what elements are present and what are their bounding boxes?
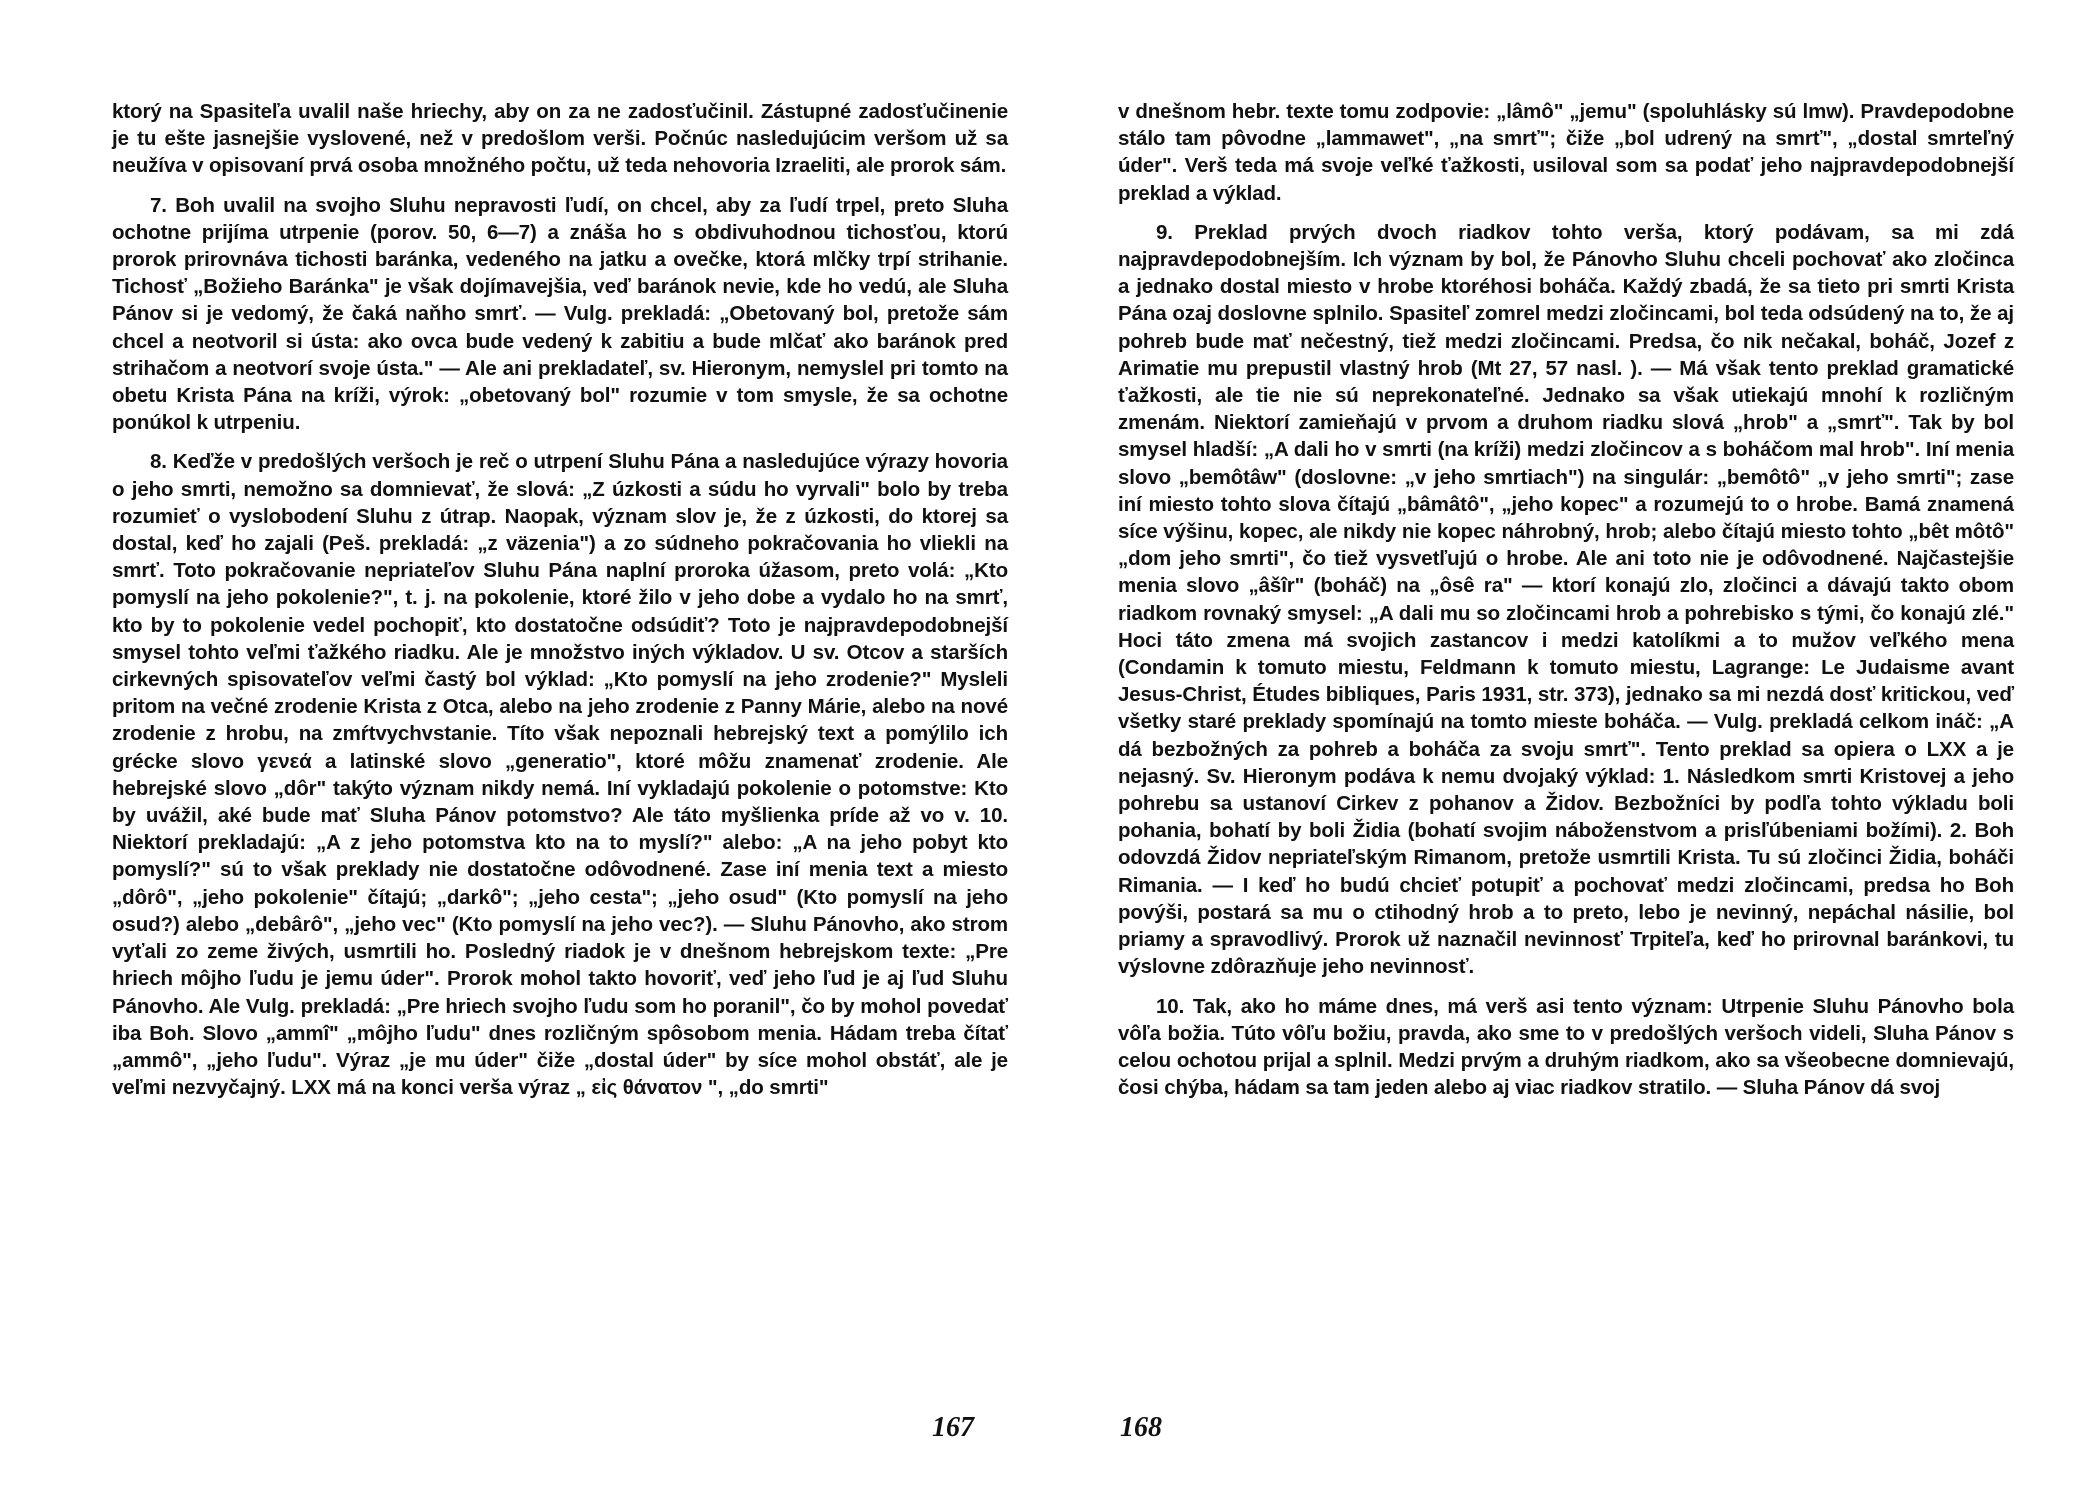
paragraph-verse-10: 10. Tak, ako ho máme dnes, má verš asi tento význam: Utrpenie Sluhu Pánovho bola vôľa božia. Túto vôľu božiu, pravda, ako sme to v predošlých veršoch videli, Sluha Pánov s celou ochotou prijal a splnil. Medzi prvým a druhým riadkom, ako sa všeobecne domnievajú, čosi chýba, hádam sa tam jeden alebo aj viac riadkov stratilo. — Sluha Pánov dá svoj	[1118, 994, 2014, 1100]
paragraph: ktorý na Spasiteľa uvalil naše hriechy, aby on za ne zadosťučinil. Zástupné zadosťučinenie je tu ešte jasnejšie vyslovené, než v predošlom verši. Počnúc nasledujúcim veršom už sa neužíva v opisovaní prvá osoba množného počtu, už teda nehovoria Izraeliti, ale prorok sám.	[112, 100, 1008, 178]
paragraph-verse-8: 8. Keďže v predošlých veršoch je reč o utrpení Sluhu Pána a nasledujúce výrazy hovoria o jeho smrti, nemožno sa domnievať, že slová: „Z úzkosti a súdu ho vyrvali" bolo by treba rozumieť o vyslobodení Sluhu z útrap. Naopak, význam slov je, že z úzkosti, do ktorej sa dostal, keď ho zajali (Peš. prekladá: „z väzenia") a zo súdneho pokračovania ho vliekli na smrť. Toto pokračovanie nepriateľov Sluhu Pána naplní proroka úžasom, preto volá: „Kto pomyslí na jeho pokolenie?", t. j. na pokolenie, ktoré žilo v jeho dobe a vydalo ho na smrť, kto by to pokolenie vedel pochopiť, kto dostatočne odsúdiť? Toto je najpravdepodobnejší smysel tohto veľmi ťažkého riadku. Ale je množstvo iných výkladov. U sv. Otcov a starších cirkevných spisovateľov veľmi častý bol výklad: „Kto pomyslí na jeho zrodenie?" Mysleli pritom na večné zrodenie Krista z Otca, alebo na jeho zrodenie z Panny Márie, alebo na nové zrodenie z hrobu, na zmŕtvychvstanie. Títo však nepoznali hebrejský text a pomýlilo ich grécke slovo γενεά a latinské slovo „generatio", ktoré môžu znamenať zrodenie. Ale hebrejské slovo „dôr" takýto význam nikdy nemá. Iní vykladajú pokolenie o potomstve: Kto by uvážil, aké bude mať Sluha Pánov potomstvo? Ale táto myšlienka príde až vo v. 10. Niektorí prekladajú: „A z jeho potomstva kto na to myslí?" alebo: „A na jeho pobyt kto pomyslí?" sú to však preklady nie dostatočne odôvodnené. Zase iní menia text a miesto „dôrô", „jeho pokolenie" čítajú; „darkô"; „jeho cesta"; „jeho osud" (Kto pomyslí na jeho osud?) alebo „debârô", „jeho vec" (Kto pomyslí na jeho vec?). — Sluhu Pánovho, ako strom vyťali zo zeme živých, usmrtili ho. Posledný riadok je v dnešnom hebrejskom texte: „Pre hriech môjho ľudu je jemu úder". Prorok mohol takto hovoriť, veď jeho ľud je aj ľud Sluhu Pánovho. Ale Vulg. prekladá: „Pre hriech svojho ľudu som ho poranil", čo by mohol povedať iba Boh. Slovo „ammî" „môjho ľudu" dnes rozličným spôsobom menia. Hádam treba čítať „ammô", „jeho ľudu". Výraz „je mu úder" čiže „dostal úder" by síce mohol obstáť, ale je veľmi nezvyčajný. LXX má na konci verša výraz „ εἰς θάνατον ", „do smrti"	[112, 450, 1008, 1100]
page-number-right: 168	[1120, 1412, 1162, 1443]
paragraph-verse-9: 9. Preklad prvých dvoch riadkov tohto verša, ktorý podávam, sa mi zdá najpravdepodobnejším. Ich význam by bol, že Pánovho Sluhu chceli pochovať ako zločinca a jednako dostal miesto v hrobe ktoréhosi boháča. Každý zbadá, že sa tieto pri smrti Krista Pána ozaj doslovne splnilo. Spasiteľ zomrel medzi zločincami, bol teda odsúdený na to, že aj pohreb bude mať nečestný, tiež medzi zločincami. Predsa, čo nik nečakal, boháč, Jozef z Arimatie mu prepustil vlastný hrob (Mt 27, 57 nasl. ). — Má však tento preklad gramatické ťažkosti, ale tie nie sú neprekonateľné. Jednako sa však utiekajú mnohí k rozličným zmenám. Niektorí zamieňajú v prvom a druhom riadku slová „hrob" a „smrť". Tak by bol smysel hladší: „A dali ho v smrti (na kríži) medzi zločincov a s boháčom mal hrob". Iní menia slovo „bemôtâw" (doslovne: „v jeho smrtiach") na singulár: „bemôtô" „v jeho smrti"; zase iní miesto tohto slova čítajú „bâmâtô", „jeho kopec" a rozumejú to o hrobe. Bamá znamená síce výšinu, kopec, ale nikdy nie kopec náhrobný, hrob; alebo čítajú miesto tohto „bêt môtô" „dom jeho smrti", čo tiež vysvetľujú o hrobe. Ale ani toto nie je odôvodnené. Najčastejšie menia slovo „âšîr" (boháč) na „ôsê ra" — ktorí konajú zlo, zločinci a dávajú takto obom riadkom rovnaký smysel: „A dali mu so zločincami hrob a pohrebisko s tými, čo konajú zlé." Hoci táto zmena má svojich zastancov i medzi katolíkmi a to mužov veľkého mena (Condamin k tomuto miestu, Feldmann k tomuto miestu, Lagrange: Le Judaisme avant Jesus-Christ, Études bibliques, Paris 1931, str. 373), jednako sa mi nezdá dosť kritickou, veď všetky staré preklady spomínajú na tomto mieste boháča. — Vulg. prekladá celkom ináč: „A dá bezbožných za pohreb a boháča za svoju smrť". Tento preklad sa opiera o LXX a je nejasný. Sv. Hieronym podáva k nemu dvojaký výklad: 1. Následkom smrti Kristovej a jeho pohrebu sa ustanoví Cirkev z pohanov a Židov. Bezbožníci by podľa tohto výkladu boli pohania, bohatí by boli Židia (bohatí svojim náboženstvom a prisľúbeniami božími). 2. Boh odovzdá Židov nepriateľským Rimanom, pretože usmrtili Krista. Tu sú zločinci Židia, boháči Rimania. — I keď ho budú chcieť potupiť a pochovať medzi zločincami, predsa ho Boh povýši, postará sa mu o ctihodný hrob a to preto, lebo je nevinný, nepáchal násilie, bol priamy a spravodlivý. Prorok už naznačil nevinnosť Trpiteľa, keď ho prirovnal baránkovi, tu výslovne zdôrazňuje jeho nevinnosť.	[1118, 220, 2014, 979]
page-number-left: 167	[932, 1412, 974, 1443]
left-page-text	[112, 98, 1008, 1101]
paragraph-verse-7: 7. Boh uvalil na svojho Sluhu nepravosti ľudí, on chcel, aby za ľudí trpel, preto Sluha ochotne prijíma utrpenie (porov. 50, 6—7) a znáša ho s obdivuhodnou tichosťou, ktorú prorok prirovnáva tichosti baránka, vedeného na jatku a ovečke, ktorá mlčky trpí strihanie. Tichosť „Božieho Baránka" je však dojímavejšia, veď baránok nevie, kde ho vedú, ale Sluha Pánov si je vedomý, že čaká naňho smrť. — Vulg. prekladá: „Obetovaný bol, pretože sám chcel a neotvoril si ústa: ako ovca bude vedený k zabitiu a bude mlčať ako baránok pred strihačom a neotvorí svoje ústa." — Ale ani prekladateľ, sv. Hieronym, nemyslel pri tomto na obetu Krista Pána na kríži, výrok: „obetovaný bol" rozumie v tom smysle, že sa ochotne ponúkol k utrpeniu.	[112, 193, 1008, 435]
paragraph: v dnešnom hebr. texte tomu zodpovie: „lâmô" „jemu" (spoluhlásky sú lmw). Pravdepodobne stálo tam pôvodne „lammawet", „na smrť"; čiže „bol udrený na smrť", „dostal smrteľný úder". Verš teda má svoje veľké ťažkosti, usiloval som sa podať jeho najpravdepodobnejší preklad a výklad.	[1118, 100, 2014, 205]
right-page-text	[1118, 98, 2014, 1101]
